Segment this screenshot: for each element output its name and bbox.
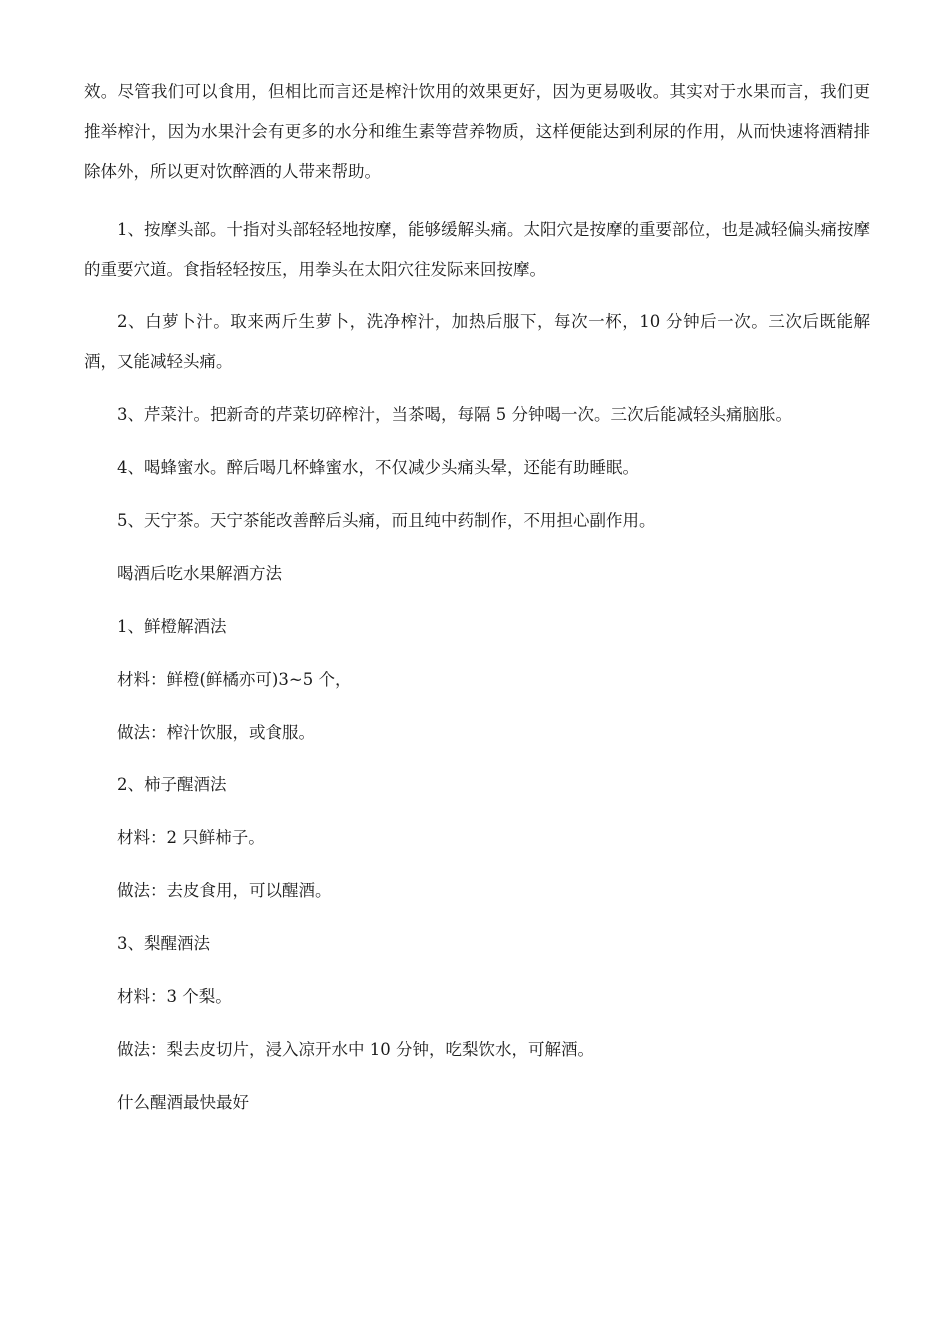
method-persimmon-title: 2、柿子醒酒法 [117,775,227,794]
method-pear-materials: 材料：3 个梨。 [117,987,232,1006]
section-heading-fastest: 什么醒酒最快最好 [117,1093,249,1112]
method-persimmon-steps: 做法：去皮食用，可以醒酒。 [117,881,332,900]
paragraph-massage: 1、按摩头部。十指对头部轻轻地按摩，能够缓解头痛。太阳穴是按摩的重要部位，也是减轻偏头痛按摩的重要穴道。食指轻轻按压，用拳头在太阳穴往发际来回按摩。 [84,220,870,279]
paragraph-honey-water: 4、喝蜂蜜水。醉后喝几杯蜂蜜水，不仅减少头痛头晕，还能有助睡眠。 [117,458,639,477]
paragraph-tianning-tea: 5、天宁茶。天宁茶能改善醉后头痛，而且纯中药制作，不用担心副作用。 [117,511,656,530]
method-orange-steps: 做法：榨汁饮服，或食服。 [117,723,315,742]
method-pear-title: 3、梨醒酒法 [117,934,210,953]
paragraph-radish-juice: 2、白萝卜汁。取来两斤生萝卜，洗净榨汁，加热后服下，每次一杯，10 分钟后一次。三次后既能解酒，又能减轻头痛。 [84,312,870,371]
method-orange-title: 1、鲜橙解酒法 [117,617,227,636]
method-orange-materials: 材料：鲜橙(鲜橘亦可)3~5 个， [117,670,352,689]
section-heading-fruit: 喝酒后吃水果解酒方法 [117,564,282,583]
paragraph-intro: 效。尽管我们可以食用，但相比而言还是榨汁饮用的效果更好，因为更易吸收。其实对于水果而言，我们更推举榨汁，因为水果汁会有更多的水分和维生素等营养物质，这样便能达到利尿的作用，从而快速将酒精排除体外，所以更对饮醉酒的人带来帮助。 [84,82,870,181]
method-pear-steps: 做法：梨去皮切片，浸入凉开水中 10 分钟，吃梨饮水，可解酒。 [117,1040,594,1059]
paragraph-celery-juice: 3、芹菜汁。把新奇的芹菜切碎榨汁，当茶喝，每隔 5 分钟喝一次。三次后能减轻头痛脑胀。 [117,405,792,424]
method-persimmon-materials: 材料：2 只鲜柿子。 [117,828,265,847]
